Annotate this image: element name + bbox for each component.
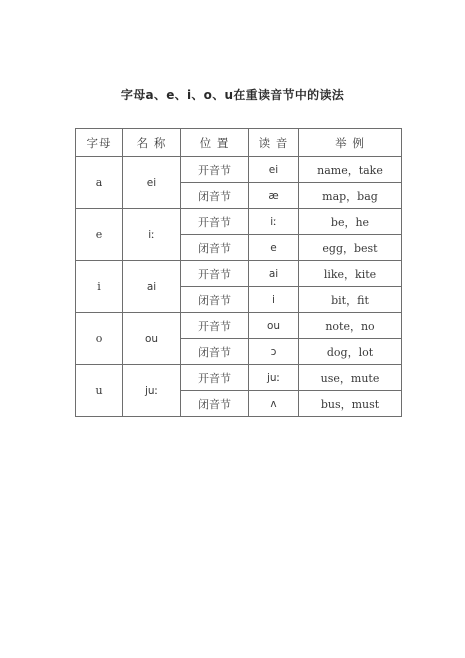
- example-cell: bit，fit: [299, 287, 402, 313]
- table-header-row: [76, 129, 402, 157]
- table-row: [76, 157, 402, 183]
- position-cell: 闭音节: [181, 183, 249, 209]
- position-cell: 开音节: [181, 261, 249, 287]
- example-cell: like，kite: [299, 261, 402, 287]
- position-cell: 开音节: [181, 209, 249, 235]
- position-cell: 闭音节: [181, 391, 249, 417]
- example-cell: be，he: [299, 209, 402, 235]
- header-letter: 字母: [76, 129, 123, 157]
- example-cell: use，mute: [299, 365, 402, 391]
- letter-cell: a: [76, 157, 123, 209]
- table-row: [76, 365, 402, 391]
- vowel-pronunciation-table: [75, 128, 402, 417]
- sound-cell: iː: [249, 209, 299, 235]
- position-cell: 开音节: [181, 157, 249, 183]
- example-cell: egg，best: [299, 235, 402, 261]
- sound-cell: ɔ: [249, 339, 299, 365]
- header-name: 名 称: [123, 129, 181, 157]
- sound-cell: ei: [249, 157, 299, 183]
- letter-name-cell: iː: [123, 209, 181, 261]
- letter-name-cell: ai: [123, 261, 181, 313]
- table-row: [76, 209, 402, 235]
- position-cell: 开音节: [181, 313, 249, 339]
- letter-cell: e: [76, 209, 123, 261]
- letter-name-cell: juː: [123, 365, 181, 417]
- document-title: 字母a、e、i、o、u在重读音节中的读法: [120, 88, 345, 102]
- sound-cell: e: [249, 235, 299, 261]
- sound-cell: æ: [249, 183, 299, 209]
- letter-cell: i: [76, 261, 123, 313]
- table-row: [76, 313, 402, 339]
- letter-cell: o: [76, 313, 123, 365]
- sound-cell: juː: [249, 365, 299, 391]
- example-cell: name，take: [299, 157, 402, 183]
- letter-name-cell: ei: [123, 157, 181, 209]
- position-cell: 闭音节: [181, 235, 249, 261]
- example-cell: dog，lot: [299, 339, 402, 365]
- sound-cell: ai: [249, 261, 299, 287]
- position-cell: 闭音节: [181, 339, 249, 365]
- sound-cell: ʌ: [249, 391, 299, 417]
- position-cell: 闭音节: [181, 287, 249, 313]
- example-cell: map，bag: [299, 183, 402, 209]
- example-cell: bus，must: [299, 391, 402, 417]
- letter-cell: u: [76, 365, 123, 417]
- header-sound: 读 音: [249, 129, 299, 157]
- letter-name-cell: ou: [123, 313, 181, 365]
- table-row: [76, 261, 402, 287]
- header-example: 举 例: [299, 129, 402, 157]
- header-position: 位 置: [181, 129, 249, 157]
- sound-cell: i: [249, 287, 299, 313]
- sound-cell: ou: [249, 313, 299, 339]
- position-cell: 开音节: [181, 365, 249, 391]
- example-cell: note，no: [299, 313, 402, 339]
